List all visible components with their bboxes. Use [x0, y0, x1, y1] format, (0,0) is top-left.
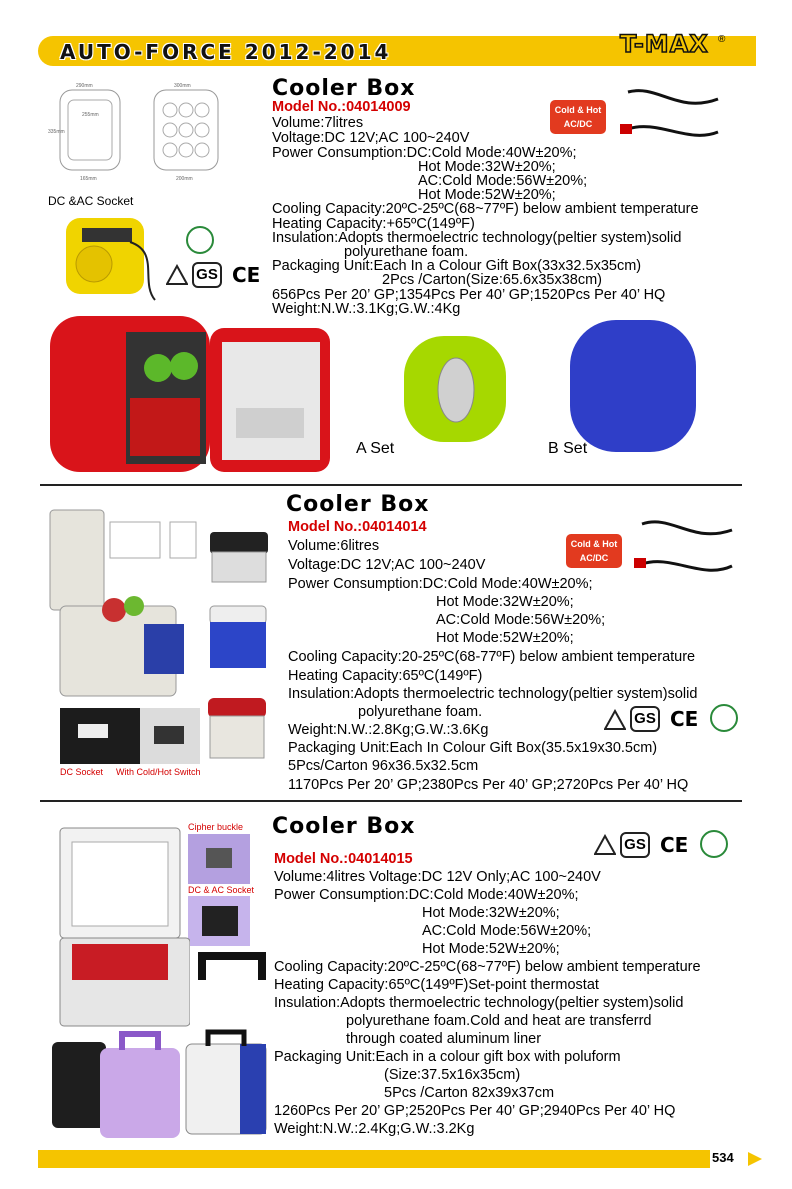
red-lid-cooler-image [202, 692, 272, 764]
white-cooler-open-image [50, 818, 190, 1032]
section-title: Cooler Box [272, 76, 416, 101]
spec-line: Hot Mode:52W±20%; [418, 187, 556, 203]
cipher-buckle-image [188, 834, 250, 884]
red-cooler-image [38, 308, 338, 478]
blue-white-cooler-image [204, 602, 272, 674]
blue-cooler-image [560, 312, 710, 457]
dc-socket-image [60, 708, 140, 764]
spec-line: 1260Pcs Per 20’ GP;2520Pcs Per 40’ GP;2940Pcs Per 40’ HQ [274, 1103, 676, 1119]
dim-4: 165mm [80, 176, 97, 182]
model-number: Model No.:04014015 [274, 851, 413, 867]
safety-triangle-icon [604, 709, 626, 731]
spec-line: Insulation:Adopts thermoelectric technology(peltier system)solid [274, 995, 684, 1011]
spec-line: 5Pcs/Carton 96x36.5x32.5cm [288, 758, 479, 774]
spec-line: polyurethane foam.Cold and heat are transferrd [346, 1013, 652, 1029]
spec-line: AC:Cold Mode:56W±20%; [418, 173, 588, 189]
ce-mark-icon: CE [232, 263, 261, 287]
ce-mark-icon: CE [660, 833, 689, 857]
blue-white-cooler-image [178, 1026, 274, 1138]
purple-cooler-image [94, 1028, 186, 1144]
spec-line: Voltage:DC 12V;AC 100~240V [288, 557, 486, 573]
page-arrow-icon [744, 1150, 766, 1168]
cold-hot-badge: Cold & Hot AC/DC [566, 534, 622, 568]
dimension-drawing [46, 78, 226, 190]
gs-mark-icon: GS [192, 262, 222, 288]
dim-1: 290mm [76, 83, 93, 89]
brand-logo: T-MAX [620, 30, 709, 58]
section-divider [40, 800, 742, 802]
footer-bar [38, 1150, 710, 1168]
page-number: 534 [712, 1150, 734, 1165]
gs-mark-icon: GS [630, 706, 660, 732]
spec-line: Volume:7litres [272, 115, 364, 131]
section-divider [40, 484, 742, 486]
b-set-label: B Set [548, 440, 588, 457]
section-title: Cooler Box [286, 492, 430, 517]
dim-6: 200mm [176, 176, 193, 182]
catalog-title: AUTO-FORCE 2012-2014 [60, 40, 392, 64]
dim-5: 255mm [82, 112, 99, 118]
spec-line: Hot Mode:52W±20%; [436, 630, 574, 646]
spec-line: Power Consumption:DC:Cold Mode:40W±20%; [288, 576, 593, 592]
carry-handle-image [192, 940, 272, 1012]
spec-line: polyurethane foam. [358, 704, 483, 720]
spec-line: Cooling Capacity:20ºC-25ºC(68~77ºF) below ambient temperature [274, 959, 701, 975]
spec-line: Hot Mode:32W±20%; [418, 159, 556, 175]
rohs-icon [186, 226, 214, 254]
cold-hot-badge: Cold & Hot AC/DC [550, 100, 606, 134]
spec-line: Hot Mode:32W±20%; [436, 594, 574, 610]
spec-line: 2Pcs /Carton(Size:65.6x35x38cm) [382, 272, 603, 288]
dc-socket-label: DC Socket [60, 767, 104, 777]
spec-line: Packaging Unit:Each In a Colour Gift Box(33x32.5x35cm) [272, 258, 642, 274]
dc-ac-socket-label: DC & AC Socket [188, 885, 255, 895]
spec-line: (Size:37.5x16x35cm) [384, 1067, 521, 1083]
safety-triangle-icon [166, 264, 188, 286]
spec-line: Heating Capacity:65ºC(149ºF)Set-point thermostat [274, 977, 599, 993]
spec-line: Cooling Capacity:20ºC-25ºC(68~77ºF) below ambient temperature [272, 201, 699, 217]
spec-line: 5Pcs /Carton 82x39x37cm [384, 1085, 555, 1101]
dc-ac-socket-image [188, 896, 250, 946]
dim-2: 300mm [174, 83, 191, 89]
section-title: Cooler Box [272, 814, 416, 839]
switch-label: With Cold/Hot Switch [116, 767, 201, 777]
rohs-icon [700, 830, 728, 858]
spec-line: Hot Mode:32W±20%; [422, 905, 560, 921]
gs-mark-icon: GS [620, 832, 650, 858]
rohs-icon [710, 704, 738, 732]
spec-line: AC:Cold Mode:56W±20%; [436, 612, 606, 628]
a-set-label: A Set [356, 440, 395, 457]
spec-line: through coated aluminum liner [346, 1031, 542, 1047]
spec-line: Insulation:Adopts thermoelectric technology(peltier system)solid [288, 686, 698, 702]
power-cords-icon [632, 514, 742, 590]
spec-line: Heating Capacity:65ºC(149ºF) [288, 668, 483, 684]
registered-mark: ® [718, 34, 726, 45]
spec-line: Volume:6litres [288, 538, 380, 554]
spec-line: polyurethane foam. [344, 244, 469, 260]
dimension-drawing [100, 512, 210, 562]
spec-line: Voltage:DC 12V;AC 100~240V [272, 130, 470, 146]
spec-line: Heating Capacity:+65ºC(149ºF) [272, 216, 475, 232]
spec-line: 656Pcs Per 20’ GP;1354Pcs Per 40’ GP;1520Pcs Per 40’ HQ [272, 287, 666, 303]
switch-image [140, 708, 200, 764]
dim-3: 335mm [48, 129, 65, 135]
spec-line: Power Consumption:DC:Cold Mode:40W±20%; [274, 887, 579, 903]
spec-line: Insulation:Adopts thermoelectric technology(peltier system)solid [272, 230, 682, 246]
black-cooler-image [206, 528, 272, 586]
spec-line: Hot Mode:52W±20%; [422, 941, 560, 957]
spec-line: AC:Cold Mode:56W±20%; [422, 923, 592, 939]
spec-line: Packaging Unit:Each In Colour Gift Box(35.5x19x30.5cm) [288, 740, 658, 756]
spec-line: Cooling Capacity:20-25ºC(68-77ºF) below ambient temperature [288, 649, 696, 665]
model-number: Model No.:04014009 [272, 99, 411, 115]
yellow-cooler-image [60, 212, 160, 302]
spec-line: Packaging Unit:Each in a colour gift box with poluform [274, 1049, 621, 1065]
spec-line: Weight:N.W.:3.1Kg;G.W.:4Kg [272, 301, 461, 317]
socket-label: DC &AC Socket [48, 194, 134, 208]
spec-line: 1170Pcs Per 20’ GP;2380Pcs Per 40’ GP;2720Pcs Per 40’ HQ [288, 777, 689, 793]
spec-line: Weight:N.W.:2.4Kg;G.W.:3.2Kg [274, 1121, 475, 1137]
green-cooler-image [398, 328, 518, 448]
model-number: Model No.:04014014 [288, 519, 427, 535]
power-cords-icon [618, 84, 728, 154]
spec-line: Power Consumption:DC:Cold Mode:40W±20%; [272, 145, 577, 161]
cipher-buckle-label: Cipher buckle [188, 822, 244, 832]
safety-triangle-icon [594, 834, 616, 856]
spec-line: Weight:N.W.:2.8Kg;G.W.:3.6Kg [288, 722, 489, 738]
ce-mark-icon: CE [670, 707, 699, 731]
spec-line: Volume:4litres Voltage:DC 12V Only;AC 100~240V [274, 869, 601, 885]
